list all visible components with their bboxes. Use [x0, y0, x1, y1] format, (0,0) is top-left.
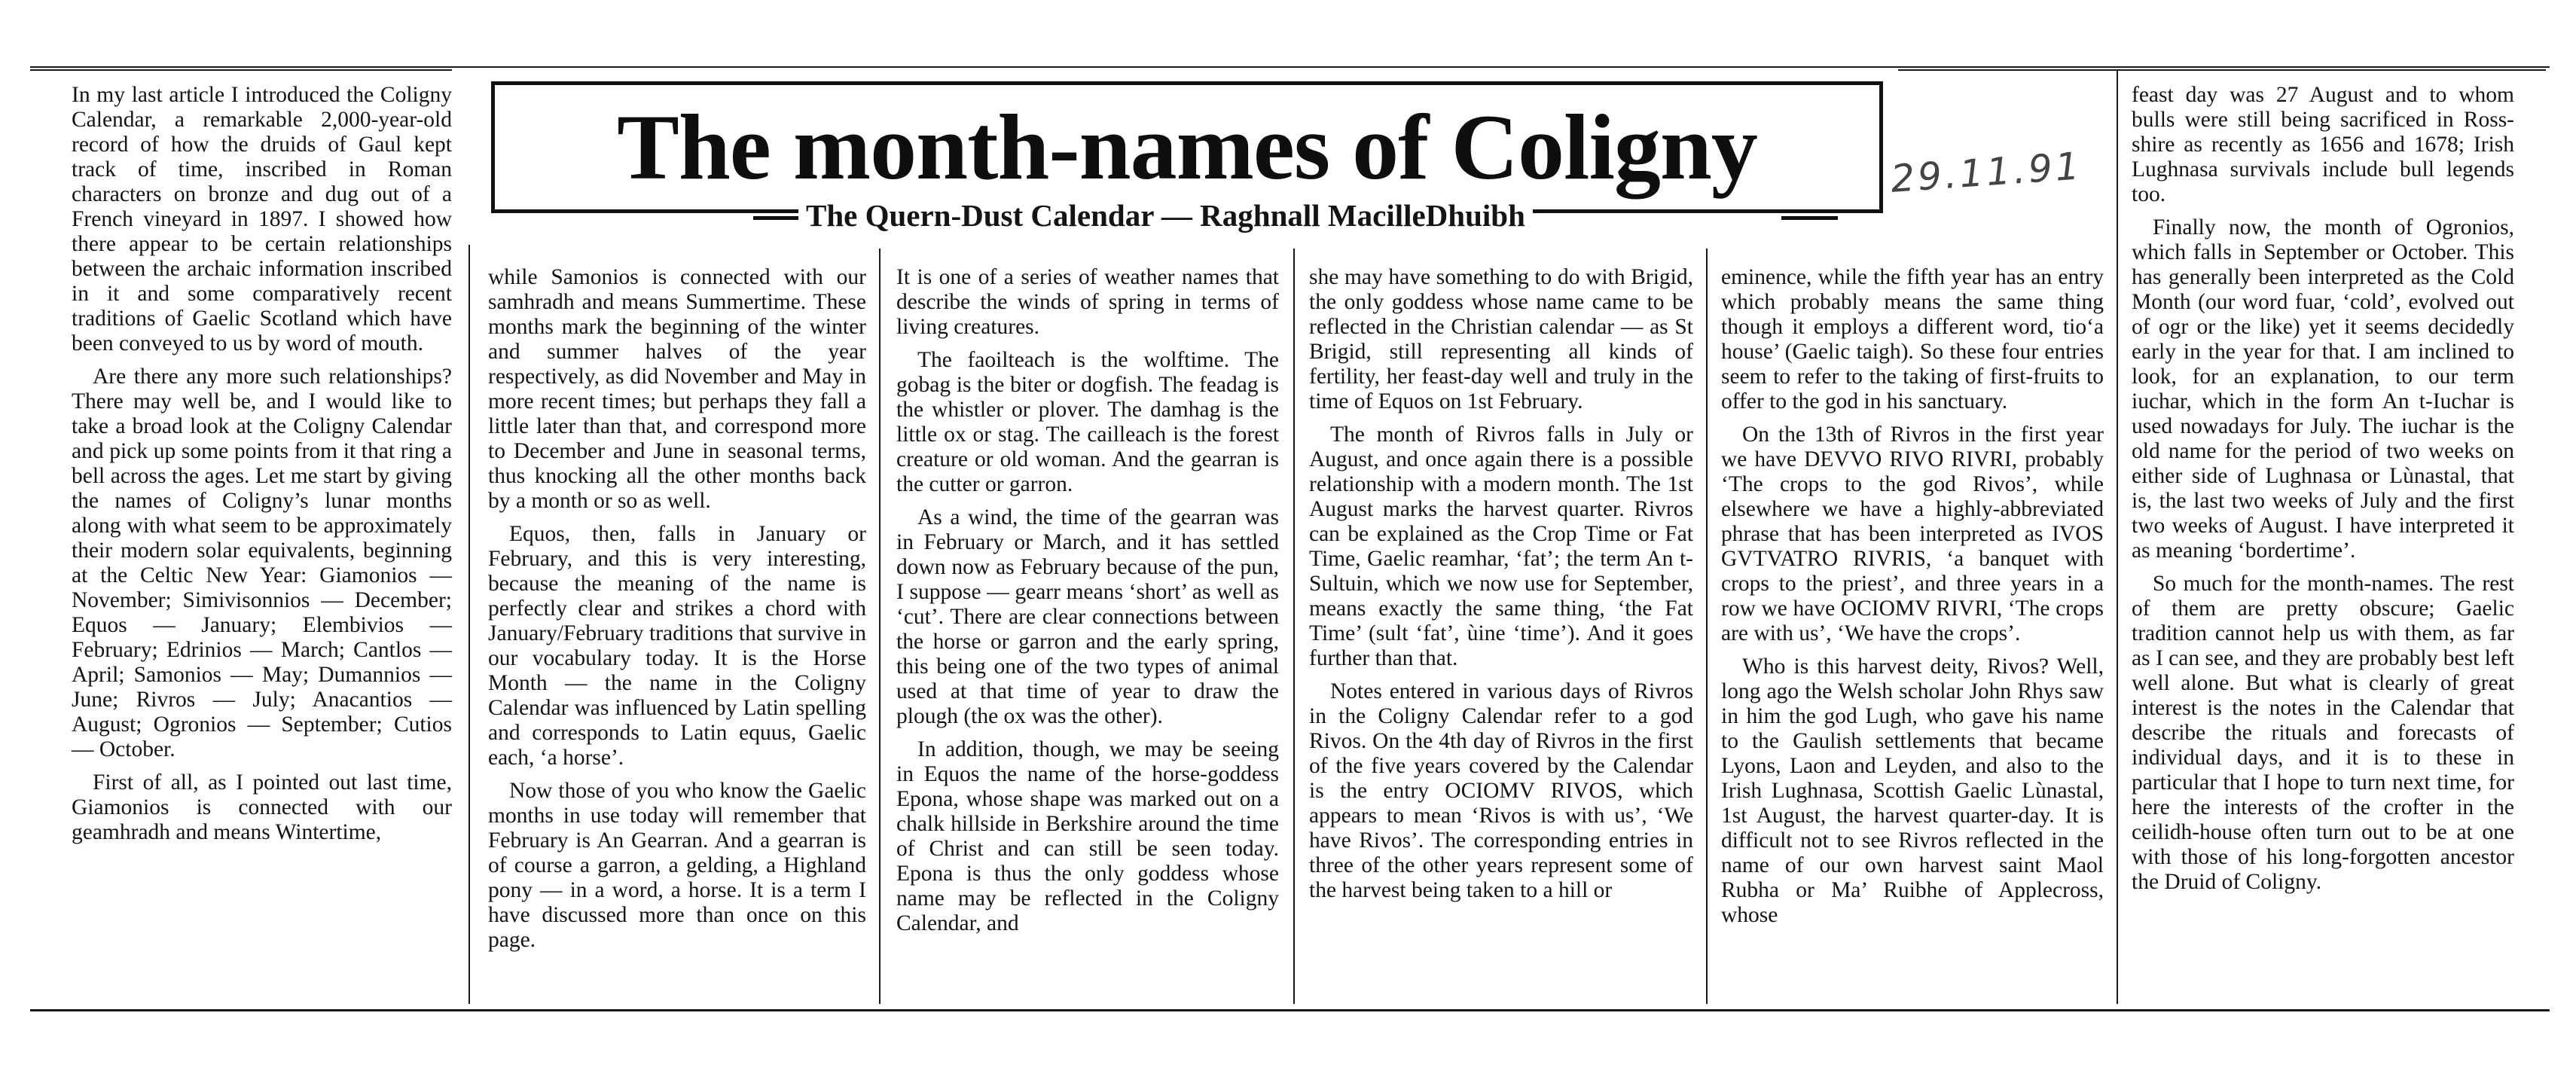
byline-column-name: The Quern-Dust Calendar	[806, 198, 1154, 233]
headline: The month-names of Coligny	[617, 96, 1757, 199]
paragraph: The faoilteach is the wolftime. The gobag is the biter or dogfish. The feadag is the whistler or plover. The damhag is the little ox or stag. The cailleach is the forest creature or old woman. And the gearran is the cutter or garron.	[896, 348, 1279, 496]
paragraph: eminence, while the fifth year has an entry which probably means the same thing though it employs a different word, tio‘a house’ (Gaelic taigh). So these four entries seem to refer to the taking of first-fruits to offer to the god in his sanctuary.	[1721, 265, 2104, 413]
byline-separator: —	[1161, 198, 1192, 233]
headline-box	[491, 81, 1883, 213]
column-divider-4	[1706, 249, 1708, 1004]
right-column-top-rule	[1898, 69, 2546, 71]
paragraph: As a wind, the time of the gearran was in February or March, and it has settled down now as February because of the pun, I suppose — gearr means ‘short’ as well as ‘cut’. There are clear connections between the horse or garron and the early spring, this being one of the two types of animal used at that time of year to draw the plough (the ox was the other).	[896, 505, 1279, 728]
paragraph: In my last article I introduced the Coligny Calendar, a remarkable 2,000-year-old record of how the druids of Gaul kept track of time, inscribed in Roman characters on bronze and dug out of a French vineyard in 1897. I showed how there appear to be certain relationships between the archaic information inscribed in it and some comparatively recent traditions of Gaelic Scotland which have been conveyed to us by word of mouth.	[72, 83, 452, 355]
byline-rule-right	[1781, 216, 1838, 220]
article-column-4	[1309, 265, 1693, 911]
column-divider-2	[879, 249, 881, 1004]
byline-author: Raghnall MacilleDhuibh	[1200, 198, 1525, 233]
article-column-5	[1721, 265, 2104, 936]
paragraph: feast day was 27 August and to whom bulls were still being sacrificed in Ross-shire as recently as 1656 and 1678; Irish Lughnasa survivals include bull legends too.	[2132, 83, 2514, 206]
column-divider-1	[469, 245, 470, 1004]
paragraph: Now those of you who know the Gaelic months in use today will remember that February is An Gearran. And a gearran is of course a garron, a gelding, a Highland pony — in a word, a horse. It is a term I have discussed more than once on this page.	[488, 779, 866, 952]
top-rule	[30, 66, 2550, 68]
paragraph: The month of Rivros falls in July or August, and once again there is a possible relationship with a modern month. The 1st August marks the harvest quarter. Rivros can be explained as the Crop Time or Fat Time, Gaelic reamhar, ‘fat’; the term An t-Sultuin, which we now use for September, means exactly the same thing, ‘the Fat Time’ (sult ‘fat’, ùine ‘time’). And it goes further than that.	[1309, 423, 1693, 670]
paragraph: In addition, though, we may be seeing in Equos the name of the horse-goddess Epona, whose shape was marked out on a chalk hillside in Berkshire around the time of Christ and can still be seen today. Epona is thus the only goddess whose name may be reflected in the Coligny Calendar, and	[896, 737, 1279, 935]
article-column-1	[72, 83, 452, 853]
byline	[798, 199, 1533, 232]
paragraph: So much for the month-names. The rest of them are pretty obscure; Gaelic tradition cannot help us with them, as far as I can see, and they are probably best left well alone. But what is clearly of great interest is the notes in the Calendar that describe the rituals and forecasts of individual days, and it is to these in particular that I hope to turn next time, for here the interests of the crofter in the ceilidh-house often turn out to be at one with those of his long-forgotten ancestor the Druid of Coligny.	[2132, 572, 2514, 894]
paragraph: Notes entered in various days of Rivros in the Coligny Calendar refer to a god Rivos. On the 4th day of Rivros in the first of the five years covered by the Calendar is the entry OCIOMV RIVOS, which appears to mean ‘Rivos is with us’, ‘We have Rivos’. The corresponding entries in three of the other years represent some of the harvest being taken to a hill or	[1309, 679, 1693, 902]
handwritten-date: 29.11.91	[1889, 144, 2084, 201]
article-column-3	[896, 265, 1279, 944]
paragraph: while Samonios is connected with our samhradh and means Summertime. These months mark the beginning of the winter and summer halves of the year respectively, as did November and May in more recent times; but perhaps they fall a little later than that, and correspond more to December and June in seasonal terms, thus knocking all the other months back by a month or so as well.	[488, 265, 866, 513]
paragraph: she may have something to do with Brigid, the only goddess whose name came to be reflected in the Christian calendar — as St Brigid, still representing all kinds of fertility, her feast-day well and truly in the time of Equos on 1st February.	[1309, 265, 1693, 413]
article-column-2	[488, 265, 866, 961]
paragraph: Are there any more such relationships? There may well be, and I would like to take a broad look at the Coligny Calendar and pick up some points from it that ring a bell across the ages. Let me start by giving the names of Coligny’s lunar months along with what seem to be approximately their modern solar equivalents, beginning at the Celtic New Year: Giamonios — November; Simivisonnios — December; Equos — January; Elembivios — February; Edrinios — March; Cantlos — April; Samonios — May; Dumannios — June; Rivros — July; Anacantios — August; Ogronios — September; Cutios — October.	[72, 365, 452, 761]
paragraph: Who is this harvest deity, Rivos? Well, long ago the Welsh scholar John Rhys saw in him the god Lugh, who gave his name to the Gaulish settlements that became Lyons, Laon and Leyden, and also to the Irish Lughnasa, Scottish Gaelic Lùnastal, 1st August, the harvest quarter-day. It is difficult not to see Rivros reflected in the name of our own harvest saint Maol Rubha or Ma’ Ruibhe of Applecross, whose	[1721, 654, 2104, 927]
paragraph: Equos, then, falls in January or February, and this is very interesting, because the meaning of the name is perfectly clear and strikes a chord with January/February traditions that survive in our vocabulary today. It is the Horse Month — the name in the Coligny Calendar was influenced by Latin spelling and corresponds to Latin equus, Gaelic each, ‘a horse’.	[488, 522, 866, 770]
column-divider-3	[1293, 249, 1295, 1004]
paragraph: It is one of a series of weather names that describe the winds of spring in terms of living creatures.	[896, 265, 1279, 339]
column-divider-5	[2117, 69, 2118, 1004]
bottom-rule	[30, 1009, 2550, 1011]
left-column-top-rule	[30, 69, 452, 71]
paragraph: First of all, as I pointed out last time, Giamonios is connected with our geamhradh and means Wintertime,	[72, 770, 452, 844]
paragraph: Finally now, the month of Ogronios, which falls in September or October. This has generally been interpreted as the Cold Month (our word fuar, ‘cold’, evolved out of ogr or the like) yet it seems decidedly early in the year for that. I am inclined to look, for an explanation, to our term iuchar, which in the form An t-Iuchar is used nowadays for July. The iuchar is the old name for the period of two weeks on either side of Lughnasa or Lùnastal, that is, the last two weeks of July and the first two weeks of August. I have interpreted it as meaning ‘bordertime’.	[2132, 215, 2514, 563]
article-column-6	[2132, 83, 2514, 903]
paragraph: On the 13th of Rivros in the first year we have DEVVO RIVO RIVRI, probably ‘The crops to the god Rivos’, while elsewhere we have a highly-abbreviated phrase that has been interpreted as IVOS GVTVATRO RIVRIS, ‘a banquet with crops to the priest’, and three years in a row we have OCIOMV RIVRI, ‘The crops are with us’, ‘We have the crops’.	[1721, 423, 2104, 645]
